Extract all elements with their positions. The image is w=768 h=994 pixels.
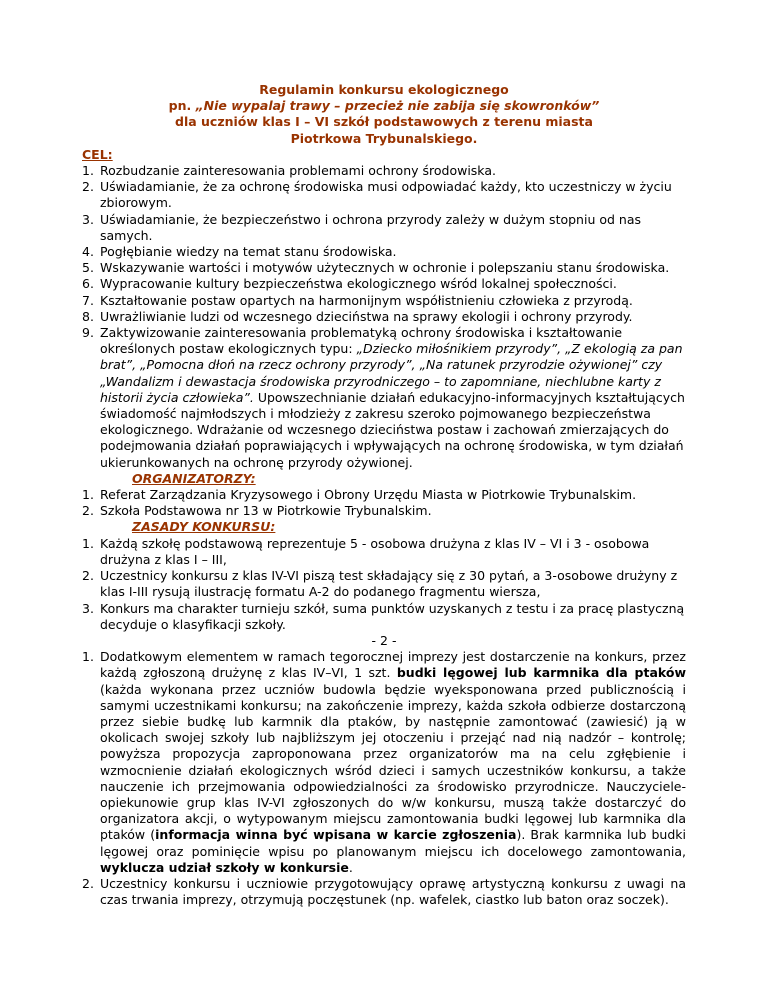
title-line-1: Regulamin konkursu ekologicznego <box>259 82 509 97</box>
part2-list <box>82 649 686 908</box>
page-number: - 2 - <box>371 632 397 648</box>
list-item: 7. Kształtowanie postaw opartych na harmonijnym współistnieniu człowieka z przyrodą. <box>82 292 633 308</box>
list-item: 1. Rozbudzanie zainteresowania problemami ochrony środowiska. <box>82 163 496 179</box>
list-item: 9. Zaktywizowanie zainteresowania problematyką ochrony środowiska i kształtowanie określonych postaw ekologicznych typu: „Dziecko miłośnikiem przyrody”, „Z ekologią za pan brat”, „Pomocna dłoń na rzecz ochrony przyrody”, „Na ratunek przyrodzie ożywionej” czy „Wandalizm i dewastacja środowiska przyrodniczego – to zapomniane, niechlubne karty z historii życia człowieka”. Upowszechnianie działań edukacyjno-informacyjnych kształtujących świadomość najmłodszych i młodzieży z zakresu szeroko pojmowanego bezpieczeństwa ekologicznego. Wdrażanie od wczesnego dzieciństwa postaw i zachowań zmierzających do podejmowania działań poprawiających i wpływających na ochronę środowiska, w tym działań ukierunkowanych na ochronę przyrody ożywionej. <box>82 325 685 470</box>
list-item: 2. Uświadamianie, że za ochronę środowiska musi odpowiadać każdy, kto uczestniczy w życiu zbiorowym. <box>82 179 672 211</box>
title-prefix: pn. <box>168 98 196 114</box>
zasady-list <box>82 536 686 633</box>
zasady-heading: ZASADY KONKURSU: <box>132 519 276 535</box>
list-item: 5. Wskazywanie wartości i motywów użytecznych w ochronie i polepszaniu stanu środowiska. <box>82 260 670 276</box>
list-item: 1. Referat Zarządzania Kryzysowego i Obrony Urzędu Miasta w Piotrkowie Trybunalskim. <box>82 487 637 503</box>
list-item: 1. Każdą szkołę podstawową reprezentuje 5 - osobowa drużyna z klas IV – VI i 3 - osobowa drużyna z klas I – III, <box>82 535 650 567</box>
list-item: 3. Uświadamianie, że bezpieczeństwo i ochrona przyrody zależy w dużym stopniu od nas samych. <box>82 211 641 243</box>
list-item: 2. Uczestnicy konkursu z klas IV-VI piszą test składający się z 30 pytań, a 3-osobowe drużyny z klas I-III rysują ilustrację formatu A-2 do podanego fragmentu wiersza, <box>82 568 678 600</box>
organizatorzy-list <box>82 487 686 519</box>
title-line-4: Piotrkowa Trybunalskiego. <box>290 130 478 146</box>
list-item: 6. Wypracowanie kultury bezpieczeństwa ekologicznego wśród lokalnej społeczności. <box>82 276 617 292</box>
list-item: 2. Uczestnicy konkursu i uczniowie przygotowujący oprawę artystyczną konkursu z uwagi na czas trwania imprezy, otrzymują poczęstunek (np. wafelek, ciastko lub baton oraz soczek). <box>82 875 686 908</box>
cel-heading: CEL: <box>82 146 113 162</box>
list-item: 8. Uwrażliwianie ludzi od wczesnego dzieciństwa na sprawy ekologii i ochrony przyrody. <box>82 308 633 324</box>
title-line-3: dla uczniów klas I – VI szkół podstawowych z terenu miasta <box>175 114 593 130</box>
title-line-2 <box>82 98 686 114</box>
cel-list <box>82 163 686 471</box>
list-item: 1. Dodatkowym elementem w ramach tegorocznej imprezy jest dostarczenie na konkurs, przez każdą zgłoszoną drużynę z klas IV–VI, 1 szt. budki lęgowej lub karmnika dla ptaków (każda wykonana przez uczniów budowla będzie wyeksponowana przed publicznością i samymi uczestnikami konkursu; na zakończenie imprezy, każda szkoła odbierze dostarczoną przez siebie budkę lub karmnik dla ptaków, by następnie zamontować (zawiesić) ją w okolicach swojej szkoły lub najbliższym jej otoczeniu i przejąć nad nią nadzór – kontrolę; powyższa propozycja zaproponowana przez organizatorów ma na celu zgłębienie i wzmocnienie działań ekologicznych wśród dzieci i samych uczestników konkursu, a także nauczenie ich przejmowania odpowiedzialności za środowisko przyrodnicze. Nauczyciele-opiekunowie grup klas IV-VI zgłoszonych do w/w konkursu, muszą także dostarczyć do organizatora akcji, o wytypowanym miejscu zamontowania budki lęgowej lub karmnika dla ptaków (informacja winna być wpisana w karcie zgłoszenia). Brak karmnika lub budki lęgowej oraz pominięcie wpisu po planowanym miejscu ich docelowego zamontowania, wyklucza udział szkoły w konkursie. <box>82 649 686 875</box>
document-title <box>82 82 686 147</box>
list-item: 4. Pogłębianie wiedzy na temat stanu środowiska. <box>82 244 397 260</box>
organizatorzy-heading: ORGANIZATORZY: <box>132 470 256 486</box>
list-item: 3. Konkurs ma charakter turnieju szkół, suma punktów uzyskanych z testu i za pracę plastyczną decyduje o klasyfikacji szkoły. <box>82 600 685 632</box>
title-quote: „Nie wypalaj trawy – przecież nie zabija się skowronków” <box>195 98 600 114</box>
list-item: 2. Szkoła Podstawowa nr 13 w Piotrkowie Trybunalskim. <box>82 503 432 519</box>
